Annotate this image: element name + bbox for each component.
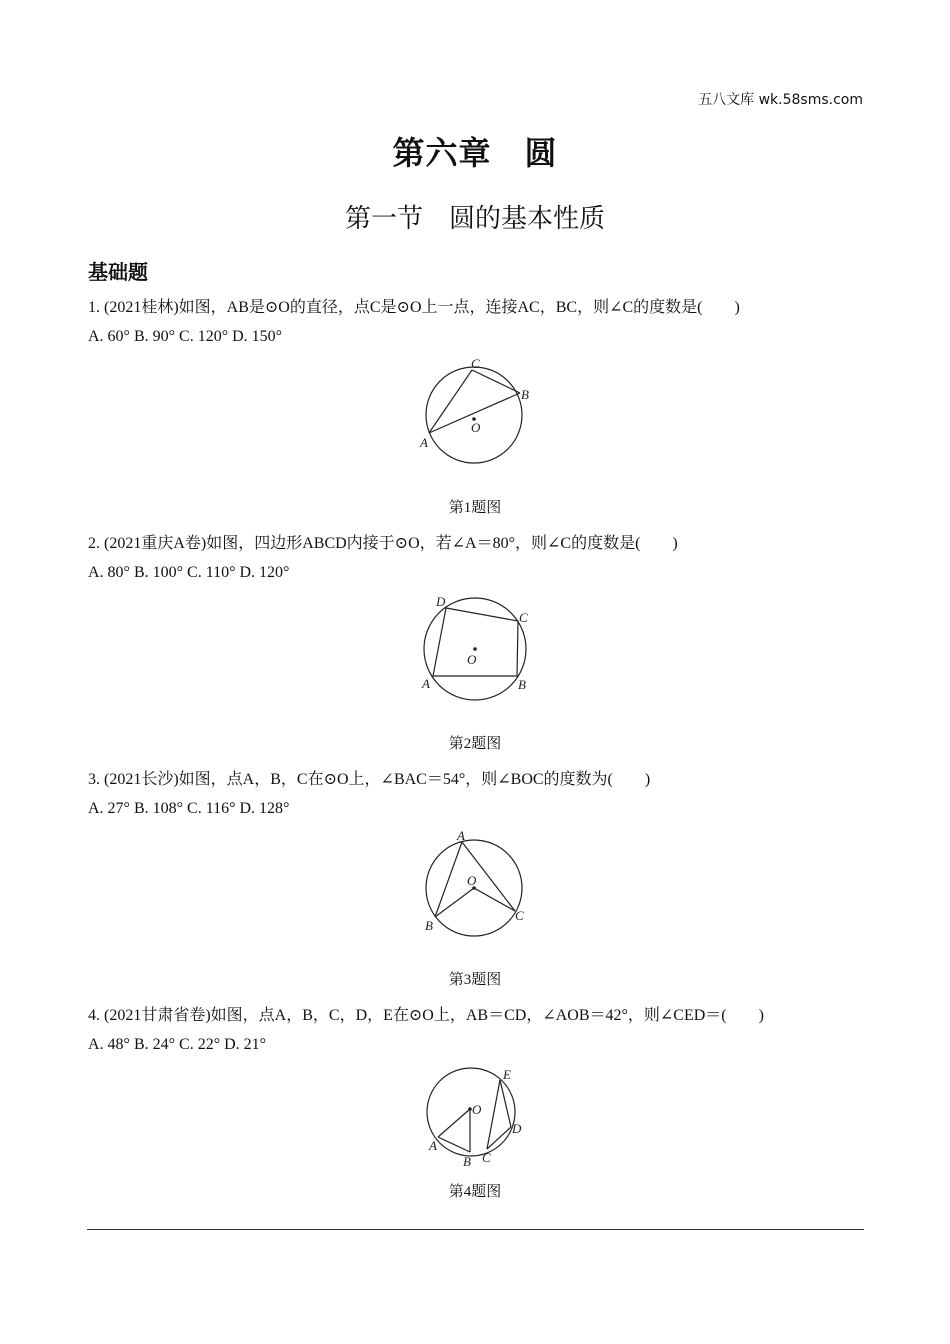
chord-ab	[438, 1137, 470, 1152]
chord-bc	[472, 370, 520, 393]
chord-ab	[435, 842, 462, 917]
chord-ed	[500, 1080, 511, 1127]
question-4-options: A. 48° B. 24° C. 22° D. 21°	[88, 1036, 267, 1053]
label-c: C	[519, 610, 528, 625]
section-title: 第一节 圆的基本性质	[344, 204, 605, 234]
question-text: 如图，点A，B，C，D，E在⊙O上，AB＝CD，∠AOB＝42°，则∠CED＝( )	[210, 1007, 764, 1024]
question-source: (2021甘肃省卷)	[104, 1007, 211, 1024]
figure-1-caption: 第1题图	[448, 500, 502, 516]
label-e: E	[503, 1067, 511, 1082]
question-1	[88, 294, 740, 317]
figure-4	[415, 1062, 535, 1172]
question-number: 1.	[88, 299, 100, 316]
figure-3	[414, 828, 538, 940]
label-a: A	[457, 828, 465, 843]
label-o: O	[471, 420, 481, 435]
basic-questions-heading: 基础题	[88, 260, 148, 284]
label-b: B	[518, 677, 526, 692]
label-o: O	[467, 873, 477, 888]
question-source: (2021重庆A卷)	[104, 535, 207, 552]
label-c: C	[482, 1150, 491, 1165]
question-3-options: A. 27° B. 108° C. 116° D. 128°	[88, 800, 290, 817]
question-number: 2.	[88, 535, 100, 552]
figure-2	[414, 592, 538, 704]
watermark: 五八文库 wk.58sms.com	[698, 92, 863, 108]
question-4	[88, 1002, 764, 1025]
label-d: D	[436, 594, 446, 609]
label-c: C	[515, 908, 524, 923]
footer-divider	[87, 1229, 864, 1230]
question-number: 3.	[88, 771, 100, 788]
question-number: 4.	[88, 1007, 100, 1024]
label-a: A	[429, 1138, 437, 1153]
question-source: (2021长沙)	[104, 771, 179, 788]
figure-4-caption: 第4题图	[448, 1184, 502, 1200]
label-o: O	[467, 652, 477, 667]
question-source: (2021桂林)	[104, 299, 179, 316]
question-text: 如图，AB是⊙O的直径，点C是⊙O上一点，连接AC，BC，则∠C的度数是( )	[178, 299, 740, 316]
label-a: A	[422, 676, 430, 691]
label-o: O	[472, 1102, 482, 1117]
label-d: D	[512, 1121, 522, 1136]
question-text: 如图，点A，B，C在⊙O上，∠BAC＝54°，则∠BOC的度数为( )	[178, 771, 651, 788]
radius-oa	[438, 1109, 470, 1137]
circle-o	[426, 367, 522, 463]
label-a: A	[420, 435, 428, 450]
figure-2-caption: 第2题图	[448, 736, 502, 752]
question-1-options: A. 60° B. 90° C. 120° D. 150°	[88, 328, 283, 345]
label-b: B	[425, 918, 433, 933]
label-c: C	[471, 356, 480, 371]
center-point	[473, 647, 477, 651]
question-2	[88, 530, 678, 553]
label-b: B	[521, 387, 529, 402]
chapter-title: 第六章 圆	[392, 134, 558, 172]
circle-o	[427, 1068, 515, 1156]
question-2-options: A. 80° B. 100° C. 110° D. 120°	[88, 564, 290, 581]
question-3	[88, 766, 650, 789]
figure-3-caption: 第3题图	[448, 972, 502, 988]
figure-1	[415, 356, 535, 471]
question-text: 如图，四边形ABCD内接于⊙O，若∠A＝80°，则∠C的度数是( )	[206, 535, 678, 552]
radius-oc	[474, 888, 515, 911]
label-b: B	[463, 1154, 471, 1169]
